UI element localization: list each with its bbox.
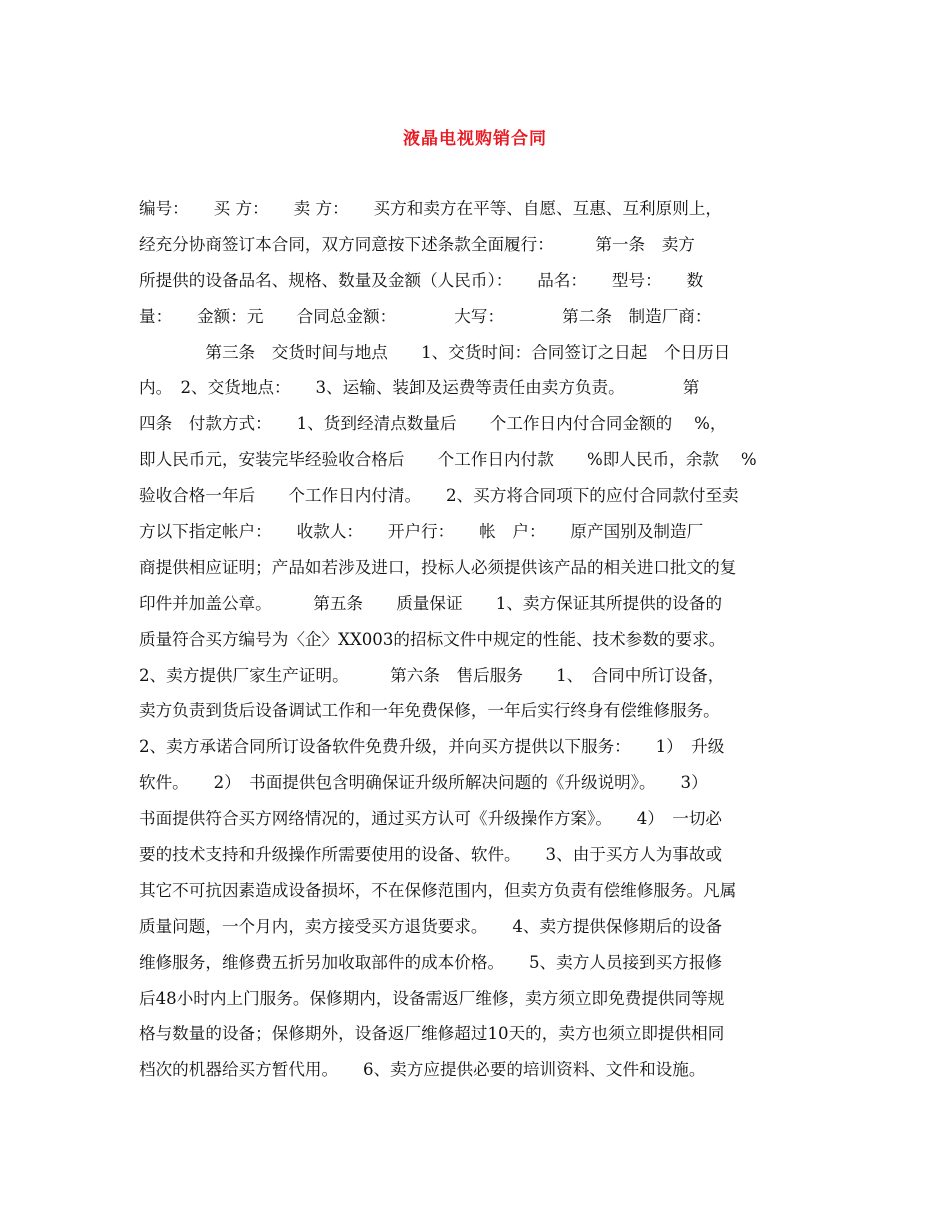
body-line: 四条 付款方式： 1、货到经清点数量后 个工作日内付合同金额的 %， [139, 414, 727, 434]
body-line: 印件并加盖公章。 第五条 质量保证 1、卖方保证其所提供的设备的 [139, 593, 723, 613]
body-line: 即人民币元，安装完毕经验收合格后 个工作日内付款 %即人民币，余款 % [139, 450, 757, 470]
body-line: 其它不可抗因素造成设备损坏，不在保修范围内，但卖方负责有偿维修服务。凡属 [139, 880, 737, 900]
body-line: 验收合格一年后 个工作日内付清。 2、买方将合同项下的应付合同款付至卖 [139, 486, 739, 506]
body-line: 所提供的设备品名、规格、数量及金额（人民币）： 品名： 型号： 数 [139, 270, 704, 290]
body-line: 第三条 交货时间与地点 1、交货时间：合同签订之日起 个日历日 [139, 342, 731, 362]
body-line: 软件。 2） 书面提供包含明确保证升级所解决问题的《升级说明》。 3） [139, 773, 708, 793]
body-line: 量： 金额：元 合同总金额： 大写： 第二条 制造厂商： [139, 306, 712, 326]
body-line: 书面提供符合买方网络情况的，通过买方认可《升级操作方案》。 4） 一切必 [139, 809, 723, 829]
body-line: 卖方负责到货后设备调试工作和一年免费保修，一年后实行终身有偿维修服务。 [139, 701, 720, 721]
document-title: 液晶电视购销合同 [403, 129, 547, 149]
body-line: 质量符合买方编号为〈企〉XX003的招标文件中规定的性能、技术参数的要求。 [139, 629, 726, 649]
body-line: 格与数量的设备；保修期外，设备返厂维修超过10天的，卖方也须立即提供相同 [139, 1024, 725, 1044]
body-line: 后48小时内上门服务。保修期内，设备需返厂维修，卖方须立即免费提供同等规 [139, 988, 725, 1008]
body-line: 商提供相应证明；产品如若涉及进口，投标人必须提供该产品的相关进口批文的复 [139, 557, 737, 577]
body-line: 要的技术支持和升级操作所需要使用的设备、软件。 3、由于买方人为事故或 [139, 845, 723, 865]
body-line: 2、卖方承诺合同所订设备软件免费升级，并向买方提供以下服务： 1） 升级 [139, 737, 725, 757]
body-line: 维修服务，维修费五折另加收取部件的成本价格。 5、卖方人员接到买方报修 [139, 952, 723, 972]
body-line: 经充分协商签订本合同，双方同意按下述条款全面履行： 第一条 卖方 [139, 234, 695, 254]
body-line: 质量问题，一个月内，卖方接受买方退货要求。 4、卖方提供保修期后的设备 [139, 916, 723, 936]
body-line: 方以下指定帐户： 收款人： 开户行： 帐 户： 原产国别及制造厂 [139, 522, 704, 542]
contract-body [139, 191, 815, 1088]
body-line: 内。 2、交货地点： 3、运输、装卸及运费等责任由卖方负责。 第 [139, 378, 700, 398]
body-line: 档次的机器给买方暂代用。 6、卖方应提供必要的培训资料、文件和设施。 [139, 1060, 706, 1080]
body-line: 2、卖方提供厂家生产证明。 第六条 售后服务 1、 合同中所订设备， [139, 665, 725, 685]
body-line: 编号： 买 方： 卖 方： 买方和卖方在平等、自愿、互惠、互利原则上， [139, 199, 723, 218]
